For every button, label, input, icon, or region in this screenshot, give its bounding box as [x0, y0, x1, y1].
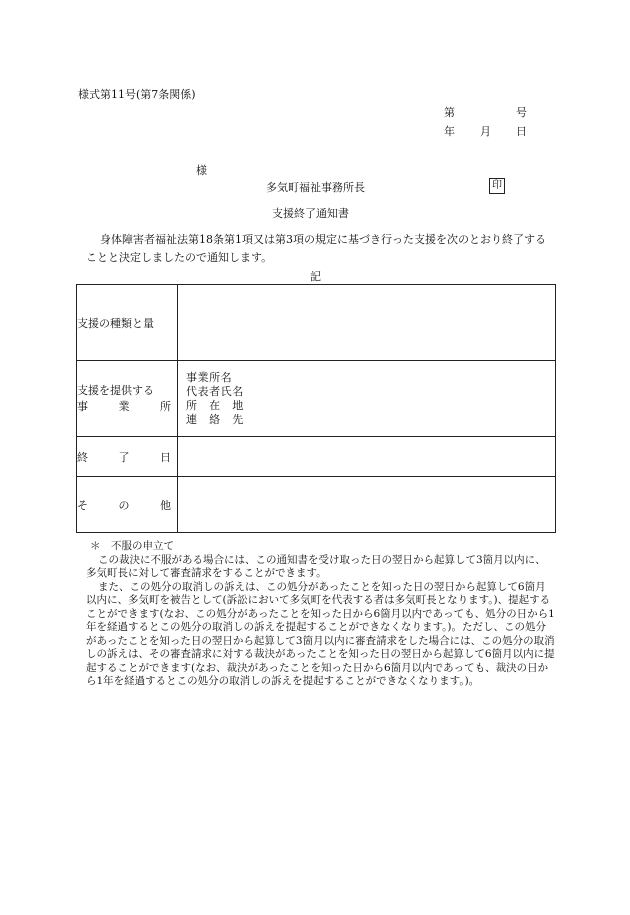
ki-heading: 記 — [310, 270, 321, 283]
table-row — [77, 437, 556, 477]
appeal-notes — [86, 540, 556, 689]
date-day-label: 日 — [516, 125, 527, 138]
appeal-notes-paragraph-2: また、この処分の取消しの訴えは、この処分があったことを知った日の翌日から起算して6箇月以内に、多気町を被告として(訴訟において多気町を代表する者は多気町長となります。)、提起することができます(なお、この処分があったことを知った日から6箇月以内であっても、処分の日から1年を経過するとこの処分の取消しの訴えを提起することができなくなります。)。ただし、この処分があったことを知った日の翌日から起算して3箇月以内に審査請求をした場合には、この処分の取消しの訴えは、その審査請求に対する裁決があったことを知った日の翌日から起算して6箇月以内に提起することができます(なお、裁決があったことを知った日から6箇月以内であっても、裁決の日から1年を経過するとこの処分の取消しの訴えを提起することができなくなります。)。 — [86, 580, 555, 687]
provider-field-address: 所 在 地 — [186, 398, 244, 412]
details-table — [76, 284, 556, 533]
date-month-label: 月 — [480, 125, 491, 138]
table-row — [77, 477, 556, 533]
table-row — [77, 285, 556, 361]
document-number-label: 第 — [444, 106, 455, 119]
support-type-value — [178, 285, 556, 361]
addressee-honorific: 様 — [196, 164, 207, 177]
provider-field-name: 事業所名 — [186, 370, 233, 384]
other-value — [178, 477, 556, 533]
provider-field-contact: 連 絡 先 — [186, 412, 244, 426]
support-type-label: 支援の種類と量 — [77, 285, 178, 361]
provider-label — [77, 361, 178, 437]
provider-label-line2: 事 業 所 — [77, 399, 171, 413]
issuer-name: 多気町福祉事務所長 — [266, 181, 365, 194]
appeal-notes-heading: ＊ 不服の申立て — [90, 540, 174, 552]
document-number-suffix: 号 — [516, 106, 527, 119]
other-label: そ の 他 — [77, 477, 178, 533]
date-year-label: 年 — [444, 125, 455, 138]
provider-fields — [178, 361, 556, 437]
provider-label-line1: 支援を提供する — [77, 383, 154, 397]
document-title: 支援終了通知書 — [272, 207, 349, 220]
end-date-value — [178, 437, 556, 477]
form-number: 様式第11号(第7条関係) — [78, 88, 196, 101]
appeal-notes-paragraph-1: この裁決に不服がある場合には、この通知書を受け取った日の翌日から起算して3箇月以内に、多気町長に対して審査請求をすることができます。 — [86, 553, 546, 579]
end-date-label: 終 了 日 — [77, 437, 178, 477]
seal-stamp-icon: 印 — [489, 178, 505, 194]
table-row — [77, 361, 556, 437]
notification-body: 身体障害者福祉法第18条第1項又は第3項の規定に基づき行った支援を次のとおり終了することと決定しましたので通知します。 — [86, 233, 546, 264]
provider-field-representative: 代表者氏名 — [186, 384, 244, 398]
